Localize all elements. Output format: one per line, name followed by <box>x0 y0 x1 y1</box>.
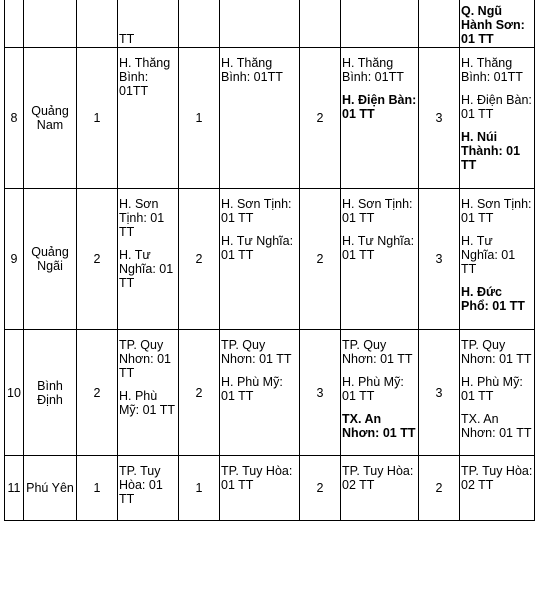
district-entry: H. Sơn Tịnh: 01 TT <box>119 197 165 239</box>
district-entry: TP. Quy Nhơn: 01 TT <box>221 338 292 366</box>
allocation-table <box>4 0 535 521</box>
count-cell: 1 <box>179 48 220 189</box>
table-row <box>5 48 535 189</box>
table-row <box>5 189 535 330</box>
district-entry: H. Phù Mỹ: 01 TT <box>461 375 523 403</box>
detail-cell <box>460 48 535 189</box>
count-cell: 3 <box>300 330 341 456</box>
detail-cell <box>118 189 179 330</box>
count-cell: 2 <box>179 189 220 330</box>
detail-cell <box>460 0 535 48</box>
detail-cell <box>341 0 419 48</box>
district-entry: H. Núi Thành: 01 TT <box>461 130 521 172</box>
detail-cell <box>341 189 419 330</box>
district-entry: TP. Quy Nhơn: 01 TT <box>119 338 171 380</box>
district-entry: H. Thăng Bình: 01TT <box>342 56 404 84</box>
province-cell: Bình Định <box>24 330 77 456</box>
detail-cell <box>460 330 535 456</box>
detail-cell <box>220 48 300 189</box>
count-cell: 1 <box>179 456 220 521</box>
district-entry: H. Đức Phổ: 01 TT <box>461 285 525 313</box>
province-cell: Quảng Ngãi <box>24 189 77 330</box>
district-entry: TP. Tuy Hòa: 01 TT <box>119 464 163 506</box>
detail-cell <box>220 0 300 48</box>
cell-text: TT <box>119 32 135 46</box>
detail-cell <box>220 189 300 330</box>
district-entry: H. Thăng Bình: 01TT <box>221 56 283 84</box>
district-entry: TP. Tuy Hòa: 01 TT <box>221 464 293 492</box>
district-entry: H. Phù Mỹ: 01 TT <box>119 389 176 417</box>
district-entry: TP. Quy Nhơn: 01 TT <box>342 338 413 366</box>
count-cell: 2 <box>419 456 460 521</box>
detail-cell <box>118 0 179 48</box>
document-page <box>4 0 535 521</box>
table-row <box>5 330 535 456</box>
district-entry: Q. Ngũ Hành Sơn: 01 TT <box>461 4 525 46</box>
stt-cell: 10 <box>5 330 24 456</box>
count-cell: 1 <box>77 48 118 189</box>
district-entry: H. Tư Nghĩa: 01 TT <box>119 248 174 290</box>
detail-cell <box>341 456 419 521</box>
count-cell <box>77 0 118 48</box>
district-entry: H. Thăng Bình: 01TT <box>119 56 171 98</box>
province-cell: Quảng Nam <box>24 48 77 189</box>
district-entry: TX. An Nhơn: 01 TT <box>342 412 416 440</box>
count-cell: 3 <box>419 330 460 456</box>
stt-cell: 11 <box>5 456 24 521</box>
count-cell: 2 <box>77 189 118 330</box>
district-entry: H. Sơn Tịnh: 01 TT <box>461 197 532 225</box>
count-cell: 2 <box>179 330 220 456</box>
district-entry: H. Tư Nghĩa: 01 TT <box>461 234 516 276</box>
detail-cell <box>220 330 300 456</box>
province-cell: Phú Yên <box>24 456 77 521</box>
district-entry: H. Thăng Bình: 01TT <box>461 56 523 84</box>
district-entry: H. Phù Mỹ: 01 TT <box>342 375 404 403</box>
count-cell <box>179 0 220 48</box>
count-cell: 2 <box>300 48 341 189</box>
count-cell <box>300 0 341 48</box>
detail-cell <box>118 330 179 456</box>
stt-cell: 9 <box>5 189 24 330</box>
table-row-partial <box>5 0 535 48</box>
count-cell <box>419 0 460 48</box>
count-cell: 1 <box>77 456 118 521</box>
district-entry: H. Điện Bàn: 01 TT <box>342 93 417 121</box>
detail-cell <box>460 456 535 521</box>
detail-cell <box>118 48 179 189</box>
district-entry: TP. Quy Nhơn: 01 TT <box>461 338 532 366</box>
district-entry: H. Điện Bàn: 01 TT <box>461 93 532 121</box>
district-entry: H. Tư Nghĩa: 01 TT <box>221 234 294 262</box>
stt-cell: 8 <box>5 48 24 189</box>
detail-cell <box>341 48 419 189</box>
district-entry: TP. Tuy Hòa: 02 TT <box>461 464 533 492</box>
district-entry: TP. Tuy Hòa: 02 TT <box>342 464 414 492</box>
detail-cell <box>220 456 300 521</box>
table-row <box>5 456 535 521</box>
count-cell: 2 <box>300 189 341 330</box>
count-cell: 2 <box>77 330 118 456</box>
detail-cell <box>341 330 419 456</box>
count-cell: 2 <box>300 456 341 521</box>
district-entry: H. Sơn Tịnh: 01 TT <box>342 197 413 225</box>
count-cell: 3 <box>419 189 460 330</box>
district-entry: H. Tư Nghĩa: 01 TT <box>342 234 415 262</box>
province-cell <box>24 0 77 48</box>
district-entry: TX. An Nhơn: 01 TT <box>461 412 532 440</box>
stt-cell <box>5 0 24 48</box>
district-entry: H. Sơn Tịnh: 01 TT <box>221 197 292 225</box>
count-cell: 3 <box>419 48 460 189</box>
district-entry: H. Phù Mỹ: 01 TT <box>221 375 283 403</box>
detail-cell <box>118 456 179 521</box>
detail-cell <box>460 189 535 330</box>
